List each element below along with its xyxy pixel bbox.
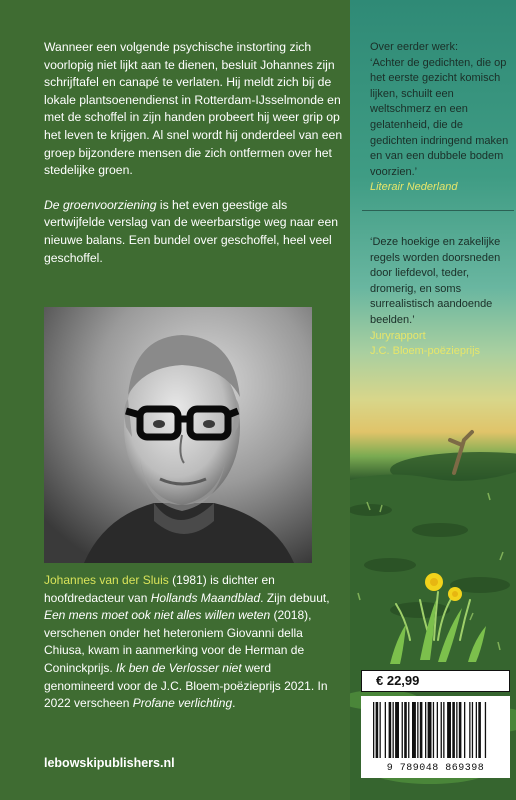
bio-text-4: werd genomineerd voor de J.C. Bloem-poëzieprijs 2021. In 2022 verscheen — [44, 660, 328, 711]
blurb-text — [44, 39, 344, 284]
bio-text-1: (1981) is dichter en hoofdredacteur van — [44, 573, 275, 605]
barcode-bar — [389, 702, 392, 758]
barcode-bar — [395, 702, 399, 758]
quote-1-text: ‘Achter de gedichten, die op het eerste gezicht komisch lijken, schuilt een weltschmerz en een gelatenheid, die de gedichten indringend maken en van een dubbele bodem voorzien.’ — [370, 56, 509, 178]
barcode-bar — [380, 702, 381, 758]
quote-1-source — [370, 180, 510, 196]
author-bio — [44, 572, 344, 713]
barcode-bar — [428, 702, 432, 758]
bio-italic-4: Profane verlichting — [132, 696, 233, 711]
barcode-bar — [425, 702, 426, 758]
blurb-paragraph-2 — [44, 197, 344, 267]
barcode-bar — [385, 702, 386, 758]
bio-text-5: . — [232, 696, 236, 711]
bio-italic-1: Hollands Maandblad — [150, 590, 261, 605]
barcode-bar — [443, 702, 444, 758]
barcode — [361, 696, 510, 778]
barcode-bar — [404, 702, 407, 758]
barcode-bar — [376, 702, 379, 758]
bio-italic-2: Een mens moet ook niet alles willen weten — [44, 608, 271, 623]
isbn-number: 9 789048 869398 — [386, 763, 485, 774]
quote-intro: Over eerder werk: — [370, 41, 459, 53]
barcode-bar — [412, 702, 416, 758]
barcode-bar — [393, 702, 394, 758]
bio-text-3: (2018), verschenen onder het heteroniem Giovanni della Chiusa, kwam in aanmerking voor de Herman de Coninckprijs. — [44, 608, 312, 675]
barcode-bar — [373, 702, 374, 758]
barcode-bar — [402, 702, 403, 758]
barcode-bar — [408, 702, 409, 758]
bio-italic-3: Ik ben de Verlosser niet — [116, 660, 242, 675]
barcode-bar — [472, 702, 473, 758]
barcode-bar — [420, 702, 423, 758]
barcode-bar — [441, 702, 442, 758]
barcode-bar — [478, 702, 481, 758]
quotes-column — [370, 40, 510, 360]
barcode-bar — [452, 702, 455, 758]
barcode-bar — [437, 702, 438, 758]
author-name: Johannes van der Sluis — [44, 573, 169, 587]
author-photo — [44, 307, 312, 563]
barcode-bar — [476, 702, 477, 758]
bio-text-2: . Zijn debuut, — [260, 590, 330, 605]
barcode-bars — [361, 696, 510, 762]
blurb-paragraph-2-text: is het even geestige als vertwijfelde verslag van de weerbarstige weg naar een nieuwe balans. Een bundel over geschoffel, heel veel geschoffel. — [44, 197, 339, 265]
barcode-bar — [456, 702, 457, 758]
quote-2-source-line-2: J.C. Bloem-poëzieprijs — [370, 345, 481, 358]
quote-divider — [362, 210, 514, 211]
barcode-bar — [459, 702, 462, 758]
blurb-paragraph-1: Wanneer een volgende psychische instorting zich voorlopig niet lijkt aan te dienen, besluit Johannes zijn schrijftafel en canapé te verlaten. Hij meldt zich bij de lokale plantsoenendienst in Rotterdam-IJsselmonde en met de schoffel in zijn handen probeert hij weer grip op het leven te krijgen. Al snel wordt hij onderdeel van een groep bijzondere mensen die zich ontfermen over het stedelijke groen. — [44, 40, 343, 178]
barcode-bar — [464, 702, 465, 758]
barcode-bar — [469, 702, 470, 758]
barcode-bar — [447, 702, 451, 758]
author-portrait-image — [44, 307, 312, 563]
barcode-bar — [417, 702, 418, 758]
price-label: € 22,99 — [361, 670, 510, 692]
barcode-bar — [433, 702, 434, 758]
quote-2-text: ‘Deze hoekige en zakelijke regels worden doorsneden door liefdevol, teder, dromerig, en soms surrealistisch aandoende beelden.’ — [370, 235, 501, 326]
book-title: De groenvoorziening — [44, 197, 157, 212]
quote-2-source-line-1: Juryrapport — [370, 329, 426, 342]
publisher-website[interactable]: lebowskipublishers.nl — [44, 756, 175, 770]
quote-1-source-text: Literair Nederland — [370, 181, 458, 194]
barcode-bar — [485, 702, 486, 758]
